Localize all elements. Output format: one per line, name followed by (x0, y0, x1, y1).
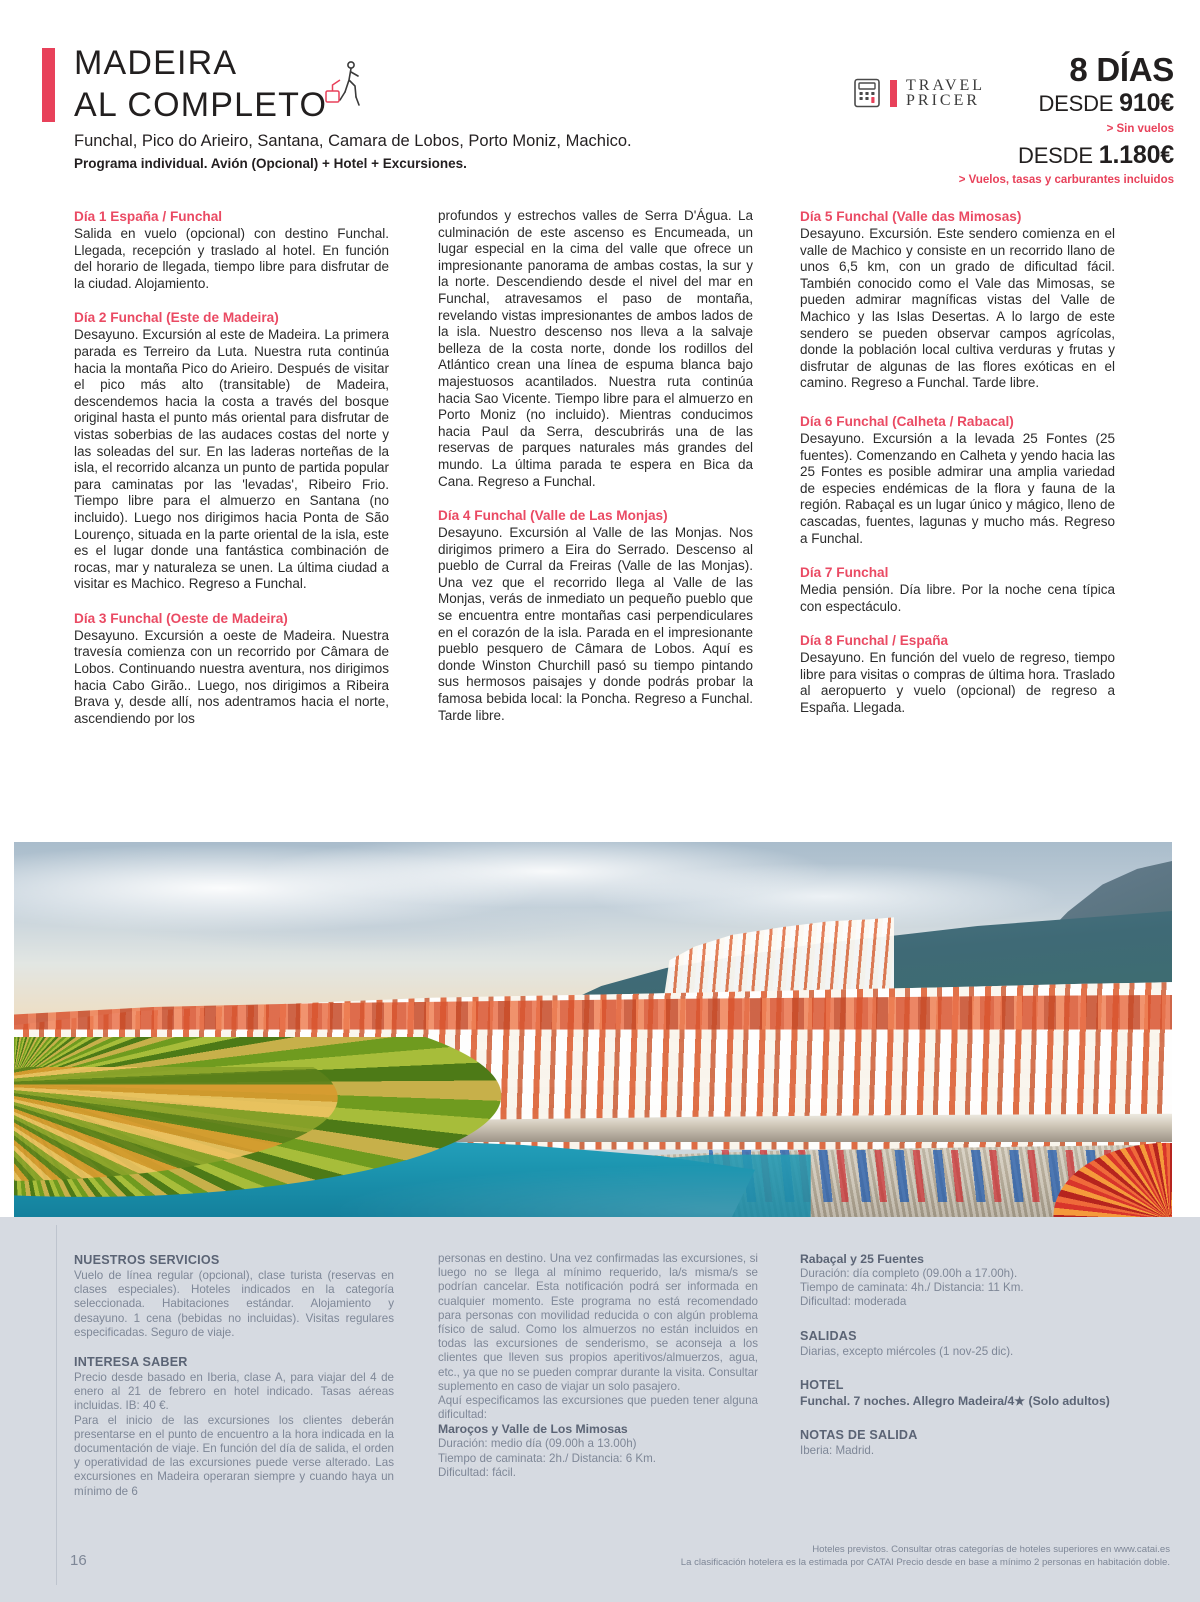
day-6-heading: Día 6 Funchal (Calheta / Rabacal) (800, 413, 1014, 429)
price1-value: 910€ (1119, 89, 1174, 117)
price1-note: > Sin vuelos (1106, 123, 1174, 135)
departure-notes-heading: NOTAS DE SALIDA (800, 1427, 918, 1442)
page-header (0, 0, 1200, 196)
destination-photo (14, 842, 1172, 1217)
excursion-2-duration: Duración: día completo (09.00h a 17.00h). (800, 1267, 1018, 1280)
good-to-know-heading: INTERESA SABER (74, 1355, 188, 1370)
spacer (800, 1359, 1120, 1377)
footer-column-3 (800, 1252, 1120, 1458)
footer-column-2 (438, 1252, 758, 1480)
page-number: 16 (70, 1552, 87, 1569)
pricing-block (959, 52, 1174, 188)
services-body: Vuelo de línea regular (opcional), clase turista (reservas en clases especiales). Hoteles indicados en la categoría seleccionada. Habitaciones estándar. Alojamiento y desayuno. 1 cena (bebidas no incluidas). Visitas regulares especificadas. Seguro de viaje. (74, 1269, 394, 1339)
good-to-know-body-continued: personas en destino. Una vez confirmadas las excursiones, si luego no se llega al mínimo requerido, la/s misma/s se podrían cancelar. Esta notificación podrá ser informada en cualquier momento. Este programa no está recomendado para personas con movilidad reducida o con algún problema físico de salud. Como los almuerzos no están incluidos en todas las excursiones de senderismo, se aconseja a los clientes que lleven sus propios aperitivos/almuerzos, agua, etc., ya que no se pueden comprar durante la visita. Consultar suplemento en caso de viajar un solo pasajero. (438, 1252, 758, 1393)
excursion-1-name: Maroços y Valle de Los Mimosas (438, 1422, 628, 1437)
excursion-1-difficulty: Dificultad: fácil. (438, 1465, 516, 1479)
excursion-2-name: Rabaçal y 25 Fuentes (800, 1252, 924, 1266)
day-2-heading: Día 2 Funchal (Este de Madeira) (74, 310, 279, 326)
fineprint (681, 1543, 1170, 1569)
itinerary-column-3 (800, 208, 1115, 734)
day-6-body: Desayuno. Excursión a la levada 25 Fontes (25 fuentes). Comenzando en Calheta y yendo hacia las 25 Fontes es posible admirar una amplia variedad de especies endémicas de la flora y fauna de la región. Rabaçal es un lugar único y mágico, lleno de cascadas, fuentes, lagunas y mucho más. Regreso a Funchal. (800, 430, 1115, 546)
brand-name-line-2: PRICER (906, 92, 981, 109)
day-1-body: Salida en vuelo (opcional) con destino Funchal. Llegada, recepción y traslado al hotel. En función del horario de llegada, tiempo libre para disfrutar de la ciudad. Alojamiento. (74, 226, 389, 291)
footer-rule (56, 1225, 57, 1585)
page-title (74, 42, 327, 126)
excursion-1-walk-time: Tiempo de caminata: 2h./ Distancia: 6 Km. (438, 1451, 657, 1465)
services-heading: NUESTROS SERVICIOS (74, 1253, 220, 1267)
fineprint-line-2: La clasificación hotelera es la estimada por CATAI Precio desde en base a mínimo 2 personas en habitación doble. (680, 1557, 1170, 1568)
day-8-heading: Día 8 Funchal / España (800, 633, 949, 649)
calculator-icon (853, 78, 881, 108)
spacer (800, 1409, 1120, 1427)
day-8-body: Desayuno. En función del vuelo de regreso, tiempo libre para visitas o compras de última hora. Traslado al aeropuerto y vuelo (opcional) de regreso a España. Llegada. (800, 650, 1115, 716)
excursion-2-walk-time: Tiempo de caminata: 4h./ Distancia: 11 Km. (800, 1281, 1024, 1295)
hotel-heading: HOTEL (800, 1377, 844, 1392)
fineprint-line-1: Hoteles previstos. Consultar otras categorías de hoteles superiores en www.catai.es (812, 1544, 1170, 1555)
brand-name-line-1: TRAVEL (906, 77, 986, 94)
day-4-body: Desayuno. Excursión al Valle de las Monjas. Nos dirigimos primero a Eira do Serrado. Descenso al pueblo de Curral da Freiras (Valle de las Monjas). Una vez que el recorrido llega al Valle de las Monjas, verás de inmediato un pequeño pueblo que se encuentra entre montañas casi perpendiculares en el corazón de la isla. Parada en el impresionante pueblo pesquero de Câmara de Lobos. Aquí es donde Winston Churchill pasó su tiempo pintando sus hermosos paisajes y donde podrás probar la famosa bebida local: la Poncha. Regreso a Funchal. Tarde libre. (438, 525, 753, 723)
traveller-with-suitcase-icon (318, 58, 370, 110)
good-to-know-body-2: Para el inicio de las excursiones los clientes deberán presentarse en el punto de encuentro a la hora indicada en la documentación de viaje. En función del día de salida, el orden y operatividad de las excursiones puede verse alterado. Las excursiones en Madeira operaran siempre y cuando haya un mínimo de 6 (74, 1413, 394, 1498)
departure-notes-body: Iberia: Madrid. (800, 1443, 875, 1457)
day-7-body: Media pensión. Día libre. Por la noche cena típica con espectáculo. (800, 582, 1115, 614)
price1-prefix: DESDE (1038, 91, 1114, 116)
itinerary-section (0, 208, 1200, 828)
day-4-heading: Día 4 Funchal (Valle de Las Monjas) (438, 508, 668, 524)
program-type-line: Programa individual. Avión (Opcional) + Hotel + Excursiones. (74, 156, 467, 171)
excursion-2-difficulty: Dificultad: moderada (800, 1295, 907, 1309)
day-7-heading: Día 7 Funchal (800, 565, 889, 581)
itinerary-column-1 (74, 208, 389, 744)
excursion-1-duration: Duración: medio día (09.00h a 13.00h) (438, 1437, 637, 1451)
departures-body: Diarias, excepto miércoles (1 nov-25 dic). (800, 1344, 1014, 1358)
destinations-line: Funchal, Pico do Arieiro, Santana, Camara de Lobos, Porto Moniz, Machico. (74, 132, 632, 150)
day-3-body-part-2: profundos y estrechos valles de Serra D'Água. La culminación de este ascenso es Encumeada, un lugar especial en la cima del valle que ofrece un impresionante panorama de ambas costas, la sur y la norte. Descendiendo desde el nivel del mar en Funchal, atravesamos el paso de montaña, revelando vistas impresionantes de ambos lados de la isla. Nuestro descenso nos lleva a la salvaje belleza de la costa norte, donde los rodillos del Atlántico crean una línea de espuma blanca bajo majestuosos acantilados. Nuestra ruta continúa hacia Sao Vicente. Tiempo libre para el almuerzo en Porto Moniz (no incluido). Mientras conducimos hacia Paul da Serra, descubrirás una de las reservas de parques naturales más grandes del mundo. La última parada te espera en Bica da Cana. Regreso a Funchal. (438, 208, 753, 489)
day-5-body: Desayuno. Excursión. Este sendero comienza en el valle de Machico y consiste en un recorrido llano de unos 6,5 km, con un grado de dificultad fácil. También conocido como el Vale das Mimosas, se pueden admirar magníficas vistas del Valle de Machico y las Islas Desertas. A lo largo de este sendero se pueden observar campos agrícolas, donde la población local cultiva verduras y frutas y disfrutar de algunas de las flores exóticas en el camino. Regreso a Funchal. Tarde libre. (800, 226, 1115, 391)
brand-accent-bar (890, 80, 897, 107)
difficult-excursions-intro: Aquí especificamos las excursiones que pueden tener alguna dificultad: (438, 1394, 758, 1422)
spacer (800, 1310, 1120, 1328)
itinerary-column-2 (438, 208, 753, 741)
title-accent-bar (42, 48, 55, 122)
hotel-body: Funchal. 7 noches. Allegro Madeira/4★ (Solo adultos) (800, 1393, 1110, 1408)
duration-label: 8 DÍAS (1069, 51, 1174, 88)
day-1-heading: Día 1 España / Funchal (74, 209, 223, 224)
price2-note: > Vuelos, tasas y carburantes incluidos (958, 174, 1174, 186)
day-5-heading: Día 5 Funchal (Valle das Mimosas) (800, 209, 1022, 224)
price-without-flights (959, 88, 1174, 119)
good-to-know-body-1: Precio desde basado en Iberia, clase A, para viajar del 4 de enero al 21 de febrero en hotel indicado. Tasas aéreas incluidas. IB: 40 €. (74, 1371, 394, 1413)
day-3-body-part-1: Desayuno. Excursión a oeste de Madeira. Nuestra travesía comienza con un recorrido por Câmara de Lobos. Continuando nuestra aventura, nos dirigimos hacia Cabo Girão.. Luego, nos dirigimos a Ribeira Brava y, desde allí, nos adentramos hacia el norte, ascendiendo por los (74, 627, 389, 726)
price-with-flights (959, 139, 1174, 172)
title-line-1: MADEIRA (74, 44, 238, 82)
day-2-body: Desayuno. Excursión al este de Madeira. La primera parada es Terreiro da Luta. Nuestra ruta continúa hacia la montaña Pico do Arieiro. Después de visitar el pico más alto (transitable) de Madeira, descendemos hacia la costa a través del bosque original hasta el punto más oriental para disfrutar de vistas soberbias de las audaces costas del norte y las soleadas del sur. En las laderas norteñas de la isla, el recorrido alcanza un punto de partida popular para caminatas por las 'levadas', Ribeiro Frio. Tiempo libre para el almuerzo en Santana (no incluido). Luego nos dirigimos hacia Ponta de São Lourenço, situada en la parte oriental de la isla, este es el lugar donde una fantástica combinación de rocas, mar y naturaleza se unen. La última ciudad a visitar es Machico. Regreso a Funchal. (74, 327, 389, 592)
title-line-2: AL COMPLETO (74, 86, 328, 124)
departures-heading: SALIDAS (800, 1328, 857, 1343)
footer-column-1 (74, 1252, 394, 1513)
price2-prefix: DESDE (1018, 143, 1093, 168)
day-3-heading: Día 3 Funchal (Oeste de Madeira) (74, 610, 288, 626)
price2-value: 1.180€ (1098, 141, 1174, 169)
